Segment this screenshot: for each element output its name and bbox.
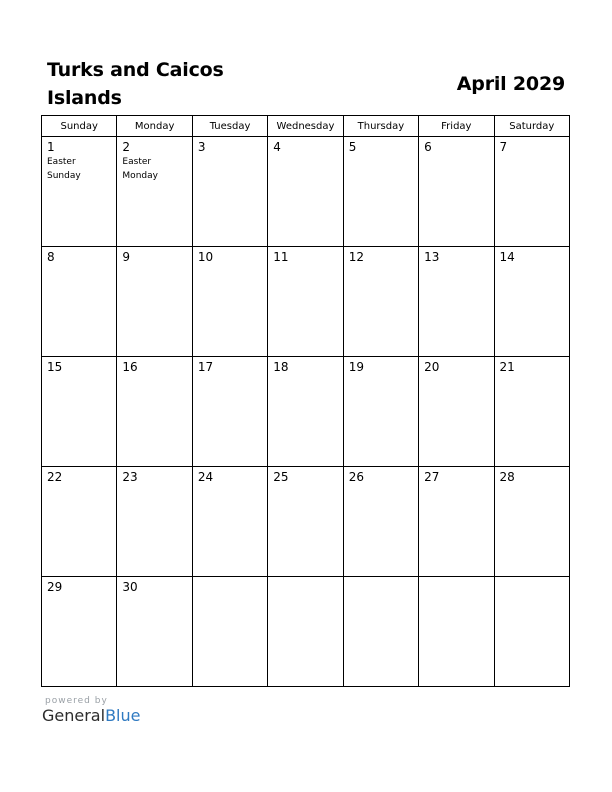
day-cell xyxy=(192,577,267,687)
day-number: 10 xyxy=(197,250,214,264)
day-cell xyxy=(268,467,343,577)
day-cell xyxy=(419,357,494,467)
day-cell xyxy=(343,137,418,247)
day-cell xyxy=(343,577,418,687)
day-number: 9 xyxy=(122,250,131,264)
weekday-header: Sunday xyxy=(42,116,117,137)
day-cell xyxy=(42,357,117,467)
footer-branding xyxy=(42,696,140,725)
brand-name-part1: General xyxy=(42,706,106,725)
day-cell xyxy=(268,137,343,247)
week-row xyxy=(42,577,570,687)
weekday-header: Saturday xyxy=(494,116,569,137)
day-number: 1 xyxy=(47,140,55,154)
day-cell xyxy=(419,137,494,247)
day-number: 6 xyxy=(424,140,432,154)
day-cell xyxy=(192,247,267,357)
day-cell xyxy=(419,247,494,357)
day-cell xyxy=(192,467,267,577)
day-number: 2 xyxy=(122,140,131,154)
month-title: April 2029 xyxy=(456,73,565,95)
weekday-header: Tuesday xyxy=(192,116,267,137)
weekday-header: Monday xyxy=(117,116,192,137)
day-number: 21 xyxy=(499,360,515,374)
week-row xyxy=(42,467,570,577)
day-number: 16 xyxy=(122,360,138,374)
day-number: 7 xyxy=(499,140,508,154)
day-number: 24 xyxy=(197,470,214,484)
weekday-header: Wednesday xyxy=(268,116,343,137)
day-number: 3 xyxy=(197,140,206,154)
day-cell xyxy=(117,467,192,577)
day-cell xyxy=(494,247,569,357)
weekday-header: Friday xyxy=(419,116,494,137)
day-cell xyxy=(494,467,569,577)
day-cell xyxy=(268,247,343,357)
day-cell xyxy=(494,137,569,247)
day-number: 17 xyxy=(197,360,214,374)
day-number: 8 xyxy=(47,250,55,264)
day-number: 4 xyxy=(273,140,281,154)
day-number: 22 xyxy=(47,470,63,484)
day-number: 25 xyxy=(273,470,289,484)
day-number: 14 xyxy=(499,250,515,264)
day-number: 20 xyxy=(424,360,440,374)
day-number: 28 xyxy=(499,470,515,484)
weekday-header-row xyxy=(42,116,570,137)
day-number: 29 xyxy=(47,580,63,594)
day-cell xyxy=(343,247,418,357)
day-number: 30 xyxy=(122,580,138,594)
calendar-grid xyxy=(41,115,570,687)
day-cell xyxy=(268,577,343,687)
day-cell xyxy=(494,577,569,687)
day-cell xyxy=(192,357,267,467)
region-title: Turks and Caicos Islands xyxy=(47,59,224,109)
day-number: 19 xyxy=(348,360,364,374)
week-row xyxy=(42,247,570,357)
day-number: 23 xyxy=(122,470,138,484)
day-cell xyxy=(42,577,117,687)
brand-logo xyxy=(42,707,140,725)
holiday-label: Easter Sunday xyxy=(47,157,81,181)
day-number: 15 xyxy=(47,360,63,374)
day-number: 11 xyxy=(273,250,289,264)
day-cell xyxy=(42,137,117,247)
day-cell xyxy=(343,357,418,467)
day-cell xyxy=(42,467,117,577)
day-cell xyxy=(117,357,192,467)
day-number: 18 xyxy=(273,360,289,374)
day-number: 26 xyxy=(348,470,364,484)
day-cell xyxy=(419,577,494,687)
day-cell xyxy=(192,137,267,247)
holiday-label: Easter Monday xyxy=(122,157,158,181)
day-cell xyxy=(494,357,569,467)
day-cell xyxy=(117,577,192,687)
day-number: 13 xyxy=(424,250,440,264)
brand-name-part2: Blue xyxy=(105,706,141,725)
day-cell xyxy=(419,467,494,577)
week-row xyxy=(42,357,570,467)
day-number: 12 xyxy=(348,250,364,264)
week-row xyxy=(42,137,570,247)
weekday-header: Thursday xyxy=(343,116,418,137)
day-cell xyxy=(343,467,418,577)
powered-by-text: powered by xyxy=(45,696,108,706)
day-number: 27 xyxy=(424,470,440,484)
day-number: 5 xyxy=(348,140,357,154)
day-cell xyxy=(42,247,117,357)
day-cell xyxy=(117,137,192,247)
day-cell xyxy=(268,357,343,467)
day-cell xyxy=(117,247,192,357)
